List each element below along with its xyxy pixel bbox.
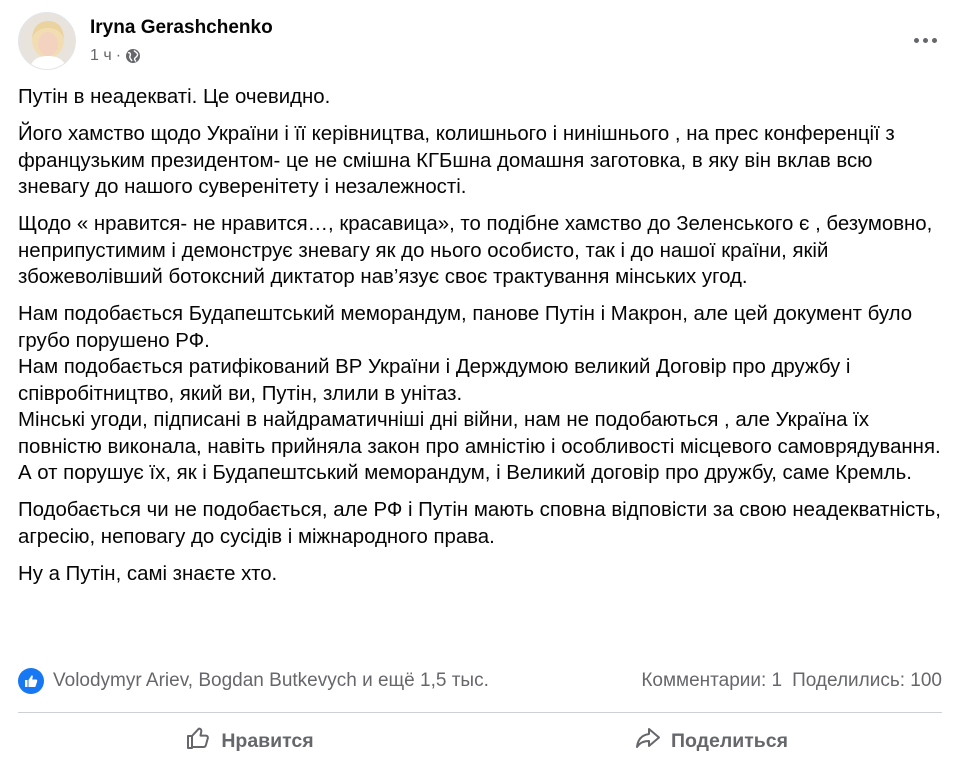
paragraph: Путін в неадекваті. Це очевидно. (18, 86, 331, 108)
paragraph-line: Мінські угоди, підписані в найдраматичніші дні війни, нам не подобаються , але Україна їх повністю виконала, навіть прийняла закон про амністію і особливості місцевого самоврядування. А от порушує їх, як і Будапештський меморандум, і Великий договір про дружбу, саме Кремль. (18, 409, 941, 484)
share-arrow-icon (634, 724, 662, 758)
post-meta (90, 47, 141, 65)
like-label: Нравится (221, 729, 314, 752)
more-options-icon[interactable] (907, 26, 943, 54)
shares-count[interactable]: Поделились: 100 (792, 670, 942, 691)
paragraph: Його хамство щодо України і її керівництва, колишнього і нинішнього , на прес конференції з французьким президентом- це не смішна КГБшна домашня заготовка, в яку він вклав всю зневагу до нашого суверенітету і незалежності. (18, 123, 895, 198)
post-time[interactable]: 1 ч (90, 47, 112, 64)
thumbs-up-icon (184, 724, 212, 758)
share-label: Поделиться (670, 729, 789, 752)
paragraph: Щодо « нравится- не нравится…, красавица», то подібне хамство до Зеленського є , безумовно, неприпустимим і демонструє зневагу як до нього особисто, так і до нашої країни, якій збожеволівший ботоксний диктатор нав’язує своє трактування мінських угод. (18, 213, 933, 288)
post-header (18, 12, 943, 72)
share-button[interactable] (480, 716, 942, 766)
globe-icon[interactable] (125, 48, 141, 64)
reactions-summary[interactable] (18, 668, 489, 694)
post-stats (18, 666, 942, 696)
paragraph: Ну а Путін, самі знаєте хто. (18, 562, 278, 585)
reactions-text[interactable]: Volodymyr Ariev, Bogdan Butkevych и ещё 1,5 тыс. (53, 670, 489, 691)
paragraph-line: Нам подобається Будапештський меморандум, панове Путін і Макрон, але цей документ було грубо порушено РФ. (18, 303, 913, 352)
paragraph: Подобається чи не подобається, але РФ і Путін мають сповна відповісти за свою неадекватність, агресію, неповагу до сусідів і міжнародного права. (18, 499, 941, 548)
author-name[interactable]: Iryna Gerashchenko (90, 17, 273, 38)
meta-separator: · (115, 47, 122, 64)
actions-divider (18, 712, 942, 713)
like-button[interactable] (18, 716, 480, 766)
author-avatar[interactable] (18, 12, 76, 70)
paragraph-line: Нам подобається ратифікований ВР України і Держдумою великий Договір про дружбу і співробітництво, який ви, Путін, злили в унітаз. (18, 356, 851, 405)
avatar-portrait-icon (19, 13, 76, 70)
like-reaction-icon (18, 668, 44, 694)
engagement-counts (641, 670, 942, 692)
comments-count[interactable]: Комментарии: 1 (641, 670, 783, 691)
post-text (18, 84, 943, 598)
post-actions (18, 716, 942, 766)
paragraph-group (18, 301, 943, 487)
